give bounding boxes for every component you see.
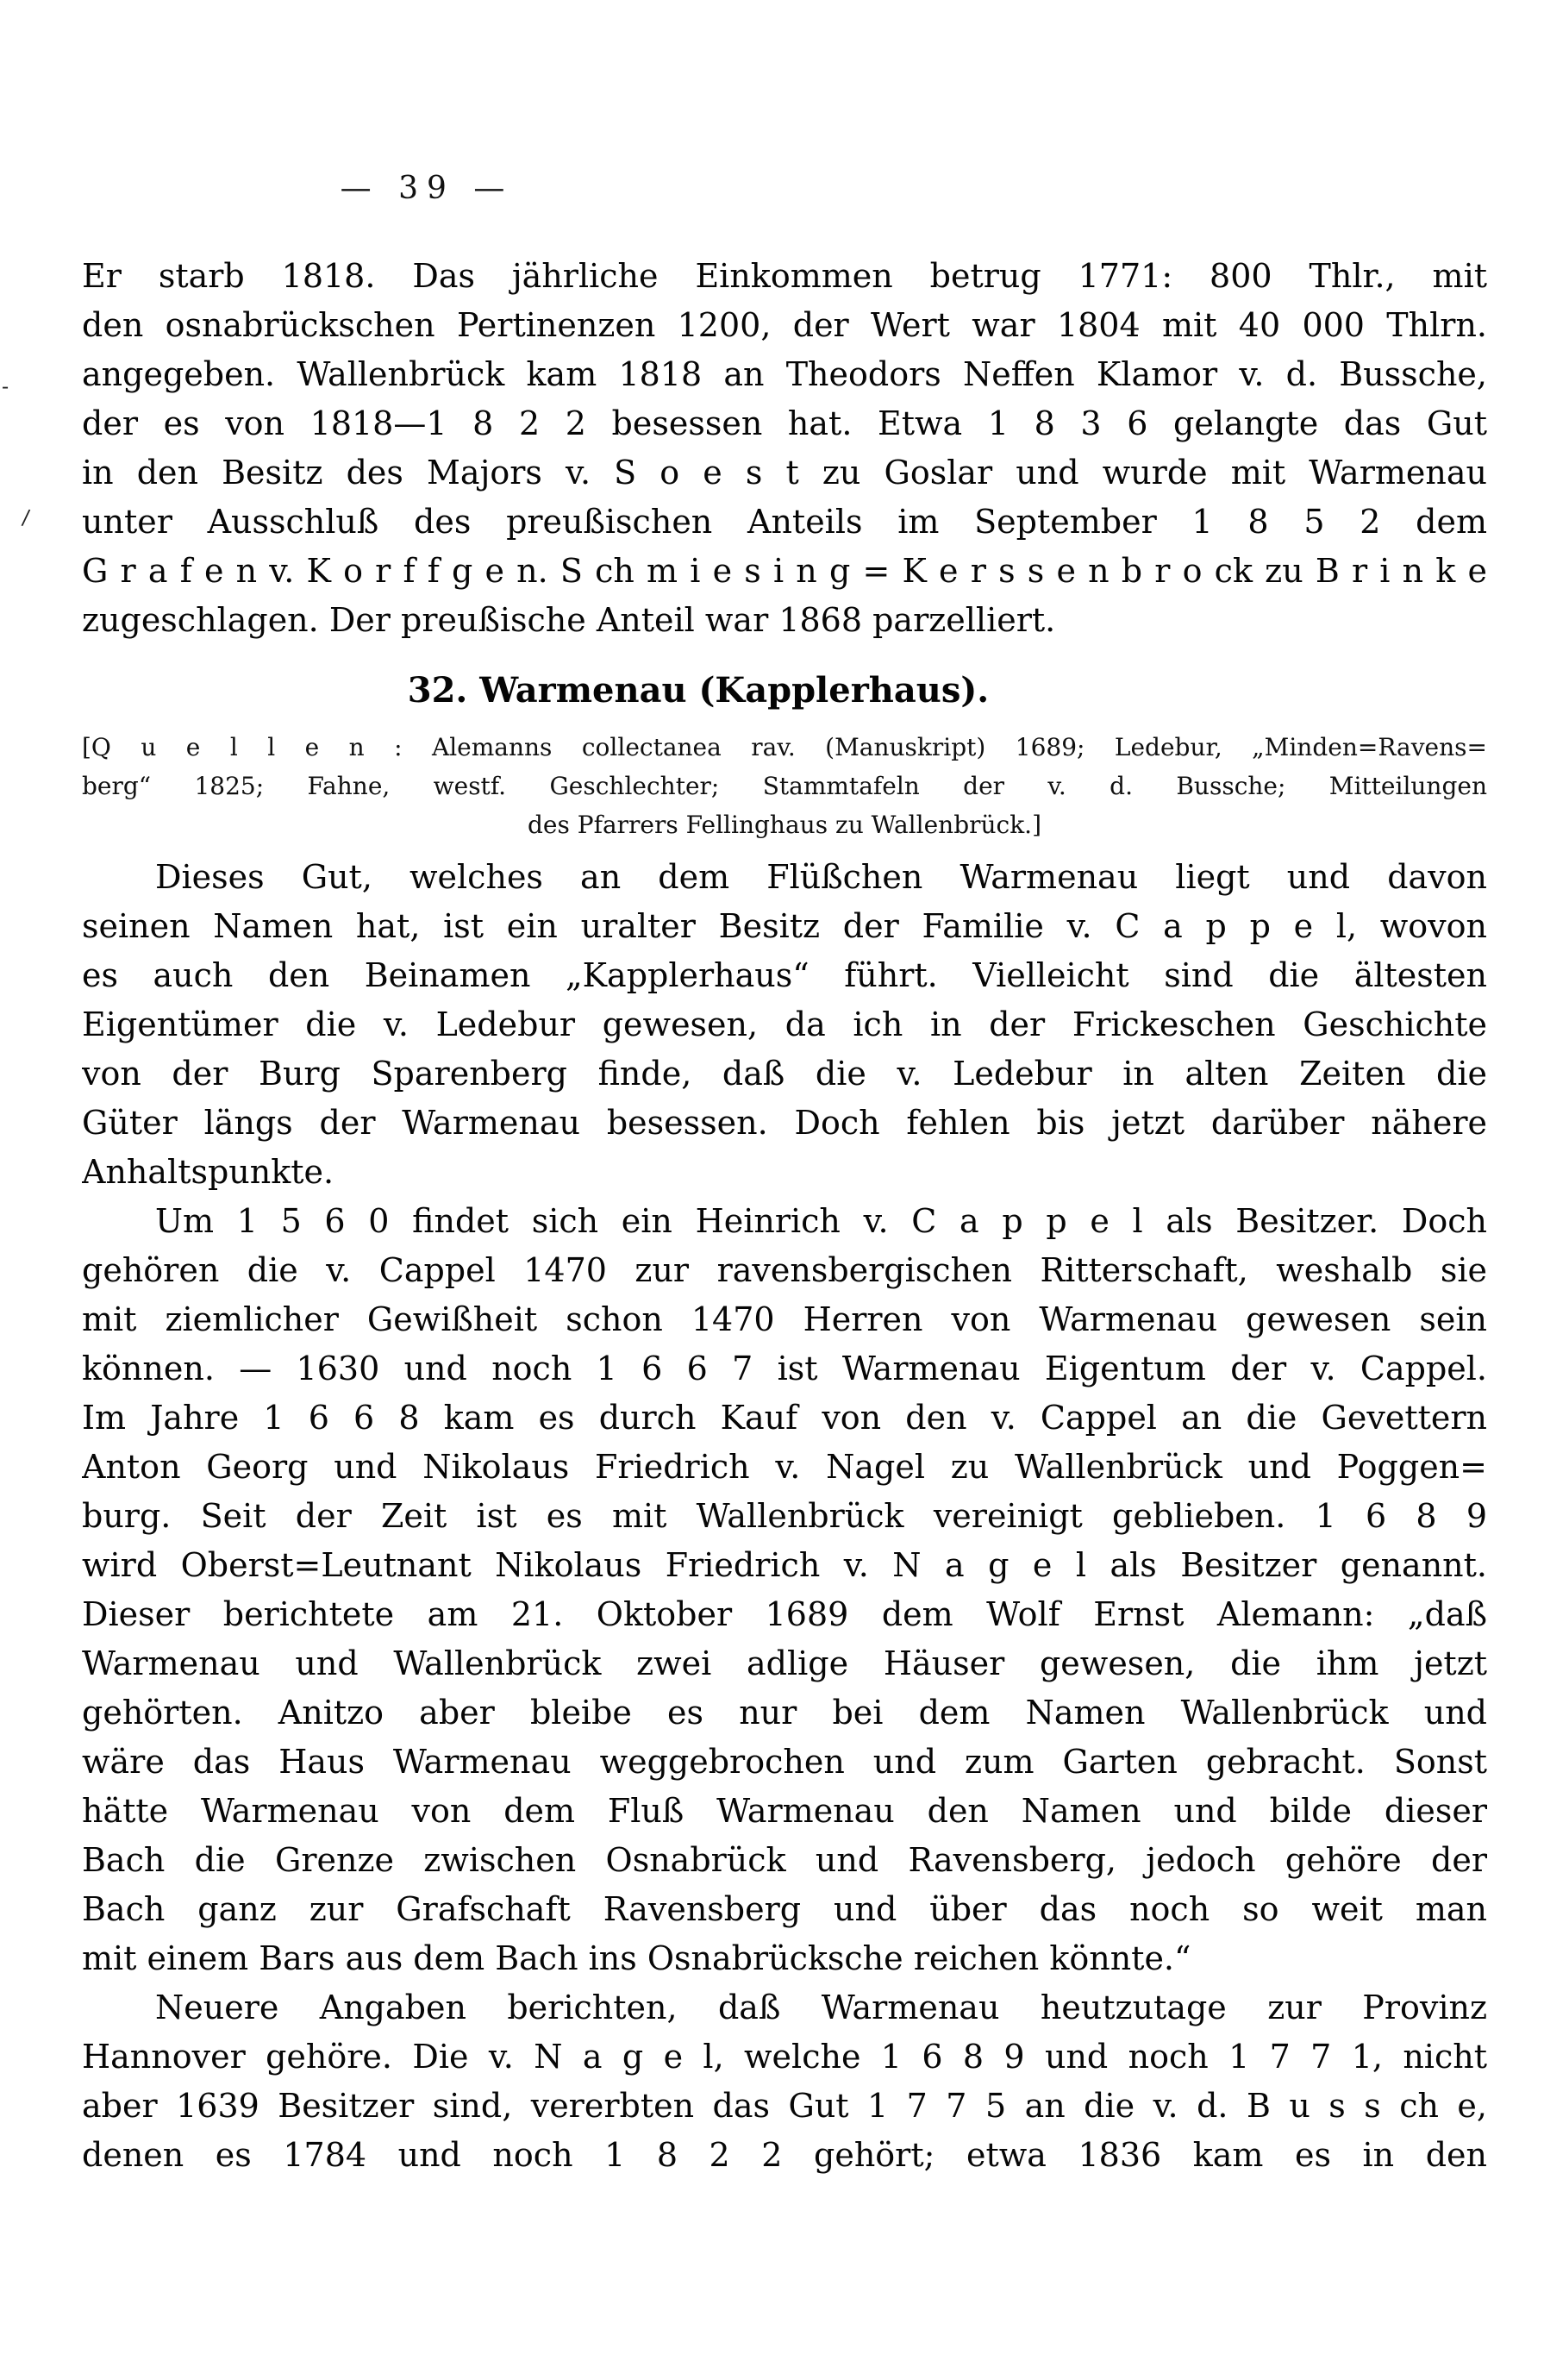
text-line: angegeben. Wallenbrück kam 1818 an Theodors Neffen Klamor v. d. Bussche, bbox=[82, 355, 1487, 393]
text-line: Anton Georg und Nikolaus Friedrich v. Nagel zu Wallenbrück und Poggen= bbox=[82, 1448, 1487, 1486]
text-line: Bach die Grenze zwischen Osnabrück und Ravensberg, jedoch gehöre der bbox=[82, 1841, 1487, 1879]
text-line: von der Burg Sparenberg finde, daß die v. Ledebur in alten Zeiten die bbox=[82, 1055, 1487, 1093]
text-line: Hannover gehöre. Die v. N a g e l, welche 1 6 8 9 und noch 1 7 7 1, nicht bbox=[82, 2038, 1487, 2076]
section-heading: 32. Warmenau (Kapplerhaus). bbox=[407, 670, 990, 711]
text-line: der es von 1818—1 8 2 2 besessen hat. Etwa 1 8 3 6 gelangte das Gut bbox=[82, 404, 1487, 442]
source-line: [Q u e l l e n : Alemanns collectanea rav. (Manuskript) 1689; Ledebur, „Minden=Ravens= bbox=[82, 733, 1487, 761]
page-number: — 39 — bbox=[340, 171, 514, 206]
text-line: mit ziemlicher Gewißheit schon 1470 Herren von Warmenau gewesen sein bbox=[82, 1300, 1487, 1338]
text-line: Güter längs der Warmenau besessen. Doch fehlen bis jetzt darüber nähere bbox=[82, 1104, 1487, 1142]
text-line: Er starb 1818. Das jährliche Einkommen betrug 1771: 800 Thlr., mit bbox=[82, 257, 1487, 295]
text-line: G r a f e n v. K o r f f g e n. S ch m i e s i n g = K e r s s e n b r o ck zu B r i n k e bbox=[82, 552, 1487, 590]
text-line: denen es 1784 und noch 1 8 2 2 gehört; etwa 1836 kam es in den bbox=[82, 2136, 1487, 2174]
paragraph-4 bbox=[82, 1983, 1487, 2180]
text-line: hätte Warmenau von dem Fluß Warmenau den Namen und bilde dieser bbox=[82, 1792, 1487, 1830]
source-line: des Pfarrers Fellinghaus zu Wallenbrück.] bbox=[527, 811, 1042, 839]
text-line: gehörten. Anitzo aber bleibe es nur bei dem Namen Wallenbrück und bbox=[82, 1694, 1487, 1732]
paragraph-1 bbox=[82, 252, 1487, 645]
text-line: Eigentümer die v. Ledebur gewesen, da ich in der Frickeschen Geschichte bbox=[82, 1005, 1487, 1043]
text-line: den osnabrückschen Pertinenzen 1200, der Wert war 1804 mit 40 000 Thlrn. bbox=[82, 306, 1487, 344]
text-line: mit einem Bars aus dem Bach ins Osnabrücksche reichen könnte.“ bbox=[82, 1939, 1191, 1977]
text-line: wird Oberst=Leutnant Nikolaus Friedrich v. N a g e l als Besitzer genannt. bbox=[82, 1546, 1487, 1584]
text-line: können. — 1630 und noch 1 6 6 7 ist Warmenau Eigentum der v. Cappel. bbox=[82, 1350, 1487, 1387]
text-line: es auch den Beinamen „Kapplerhaus“ führt. Vielleicht sind die ältesten bbox=[82, 956, 1487, 994]
text-line: zugeschlagen. Der preußische Anteil war 1868 parzelliert. bbox=[82, 601, 1056, 639]
text-block bbox=[82, 252, 1487, 2180]
text-line: gehören die v. Cappel 1470 zur ravensbergischen Ritterschaft, weshalb sie bbox=[82, 1251, 1487, 1289]
text-line: Neuere Angaben berichten, daß Warmenau heutzutage zur Provinz bbox=[155, 1989, 1487, 2026]
text-line: Dieses Gut, welches an dem Flüßchen Warmenau liegt und davon bbox=[155, 858, 1487, 896]
text-line: burg. Seit der Zeit ist es mit Wallenbrück vereinigt geblieben. 1 6 8 9 bbox=[82, 1497, 1487, 1535]
margin-pen-mark-dash: - bbox=[2, 374, 9, 398]
paragraph-2 bbox=[82, 853, 1487, 1197]
text-line: Um 1 5 6 0 findet sich ein Heinrich v. C a p p e l als Besitzer. Doch bbox=[155, 1202, 1487, 1240]
source-line: berg“ 1825; Fahne, westf. Geschlechter; Stammtafeln der v. d. Bussche; Mitteilungen bbox=[82, 772, 1487, 800]
text-line: wäre das Haus Warmenau weggebrochen und zum Garten gebracht. Sonst bbox=[82, 1743, 1487, 1781]
text-line: Warmenau und Wallenbrück zwei adlige Häuser gewesen, die ihm jetzt bbox=[82, 1644, 1487, 1682]
text-line: Anhaltspunkte. bbox=[82, 1153, 334, 1191]
sources-note bbox=[82, 728, 1487, 844]
paragraph-3 bbox=[82, 1197, 1487, 1983]
text-line: seinen Namen hat, ist ein uralter Besitz der Familie v. C a p p e l, wovon bbox=[82, 907, 1487, 945]
text-line: Bach ganz zur Grafschaft Ravensberg und über das noch so weit man bbox=[82, 1890, 1487, 1928]
text-line: Im Jahre 1 6 6 8 kam es durch Kauf von den v. Cappel an die Gevettern bbox=[82, 1399, 1487, 1437]
text-line: in den Besitz des Majors v. S o e s t zu Goslar und wurde mit Warmenau bbox=[82, 454, 1487, 492]
margin-pen-mark-slash: / bbox=[21, 504, 32, 530]
text-line: unter Ausschluß des preußischen Anteils im September 1 8 5 2 dem bbox=[82, 503, 1487, 541]
text-line: Dieser berichtete am 21. Oktober 1689 dem Wolf Ernst Alemann: „daß bbox=[82, 1595, 1487, 1633]
text-line: aber 1639 Besitzer sind, vererbten das Gut 1 7 7 5 an die v. d. B u s s ch e, bbox=[82, 2087, 1487, 2125]
